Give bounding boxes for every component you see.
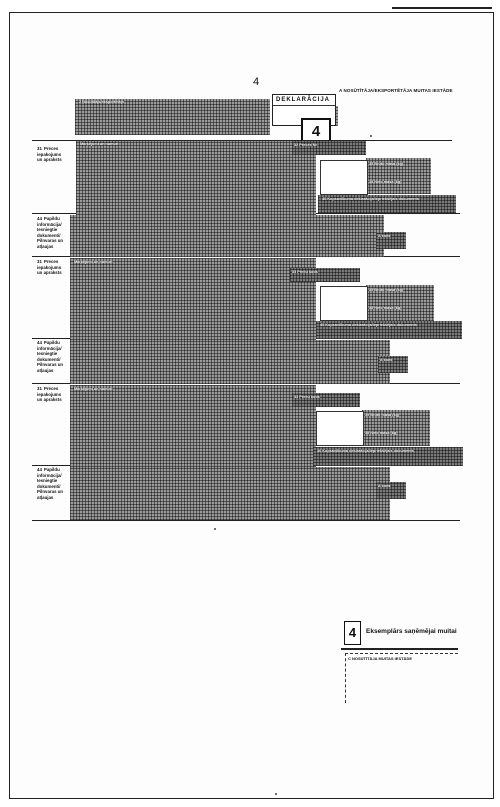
marks-label: Marķējumi un numuri	[80, 142, 119, 146]
separator-line	[32, 520, 460, 521]
additional-info-field	[70, 467, 390, 520]
goods-description-field	[70, 385, 316, 467]
section-number: 31	[37, 259, 42, 264]
code-label: A kods	[378, 234, 391, 238]
origin-box	[320, 160, 368, 195]
section-label	[37, 340, 65, 374]
marks-label: Marķējumi un numuri	[74, 387, 113, 391]
footer-rule	[341, 648, 458, 650]
recipient-office-label: A NOSŪTĪTĀJA/EKSPORTĒTĀJA MUITAS IESTĀDE	[339, 88, 453, 93]
origin-box	[320, 286, 368, 321]
code-label: A kods	[378, 484, 391, 488]
consignor-field	[75, 99, 270, 135]
gross-mass-label: 35 Bruto masa (kg)	[369, 288, 404, 292]
section-number: 44	[37, 340, 42, 345]
additional-info-field	[70, 215, 384, 257]
previous-document-label: 40 Kopsavilkuma deklarācija/iepriekšējais dokuments	[320, 323, 417, 327]
additional-info-field	[70, 340, 390, 384]
speck	[370, 135, 372, 137]
page-number: 4	[253, 76, 260, 88]
net-mass-label: 38 Neto masa (kg)	[369, 180, 402, 184]
previous-document-label: 40 Kopsavilkuma deklarācija/iepriekšējais dokuments	[317, 449, 414, 453]
code-label: A kods	[380, 358, 393, 362]
section-number: 31	[37, 386, 42, 391]
top-edge-line	[392, 7, 492, 9]
sending-office-label: C NOSŪTĪTĀJA MUITAS IESTĀDE	[348, 656, 413, 661]
copy-number-footer: 4	[344, 621, 361, 645]
previous-document-label: 40 Kopsavilkuma deklarācija/iepriekšējais dokuments	[322, 197, 419, 201]
section-number: 44	[37, 467, 42, 472]
goods-description-field	[70, 258, 316, 340]
section-text: Preces iepakojums un apraksts	[37, 386, 62, 403]
speck	[275, 793, 277, 795]
commodity-code-label: 33 Preču kods	[294, 395, 320, 399]
gross-mass-label: 35 Bruto masa (kg)	[365, 413, 400, 417]
section-text: Preces iepakojums un apraksts	[37, 259, 62, 276]
section-text: Papildu informācija/ Iesniegtie dokumenti/ Pilnvaras un atļaujas	[37, 467, 64, 500]
net-mass-field	[366, 176, 431, 194]
section-label	[37, 259, 65, 276]
footer-dashed-line	[345, 653, 458, 654]
copy-number-box: 4	[301, 118, 331, 146]
section-number: 31	[37, 146, 42, 151]
section-text: Papildu informācija/ Iesniegtie dokumenti/ Pilnvaras un atļaujas	[37, 216, 64, 249]
declaration-divider	[273, 105, 335, 106]
gross-mass-field	[366, 158, 431, 176]
copy-description: Eksemplārs saņēmējai muitai	[366, 628, 457, 635]
section-number: 44	[37, 216, 42, 221]
origin-box	[316, 411, 364, 446]
commodity-code-label: 33 Preču kods	[292, 270, 318, 274]
goods-number-label: 32 Preces Nr.	[294, 143, 318, 147]
goods-description-field	[76, 141, 316, 215]
section-label	[37, 216, 65, 250]
section-label	[37, 386, 65, 403]
footer-dashed-vertical	[345, 653, 346, 703]
net-mass-label: 38 Neto masa (kg)	[365, 431, 398, 435]
section-text: Papildu informācija/ Iesniegtie dokumenti/ Pilnvaras un atļaujas	[37, 340, 64, 373]
declaration-title: DEKLARĀCIJA	[276, 97, 331, 103]
net-mass-label: 38 Neto masa (kg)	[369, 306, 402, 310]
marks-label: Marķējumi un numuri	[74, 260, 113, 264]
section-label	[37, 146, 65, 163]
section-label	[37, 467, 65, 501]
gross-mass-label: 35 Bruto masa (kg)	[369, 162, 404, 166]
speck	[214, 528, 216, 530]
consignor-label: 2 Nosūtītājs/eksportētājs	[79, 100, 124, 104]
section-text: Preces iepakojums un apraksts	[37, 146, 62, 163]
